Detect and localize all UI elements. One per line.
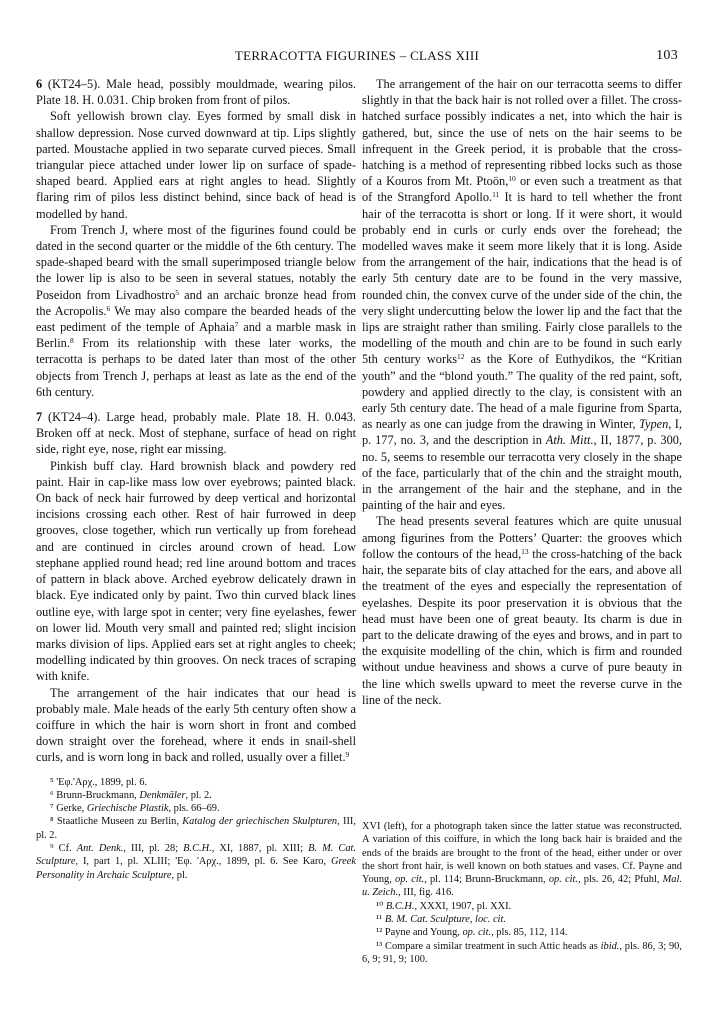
- running-title: TERRACOTTA FIGURINES – CLASS XIII: [234, 48, 480, 63]
- page-number: 103: [656, 48, 678, 63]
- footnote-5: ⁵ 'Εφ.'Αρχ., 1899, pl. 6.: [50, 776, 148, 788]
- footnote-ref-5: 5: [175, 287, 179, 297]
- catalog-entry-6: 6 (KT24–5). Male head, possibly mouldmade, wearing pilos. Plate 18. H. 0.031. Chip broken from front of pilos.: [36, 77, 356, 108]
- running-header: [36, 48, 678, 66]
- paragraph-description-6: Soft yellowish brown clay. Eyes formed by small disk in shallow depression. Nose curved downward at tip. Lips slightly parted. Moustache applied in two separate curved pieces. Small triangular piece attached under lower lip on surface of spade-shaped beard. Applied ears at right angles to head. Slightly flaring rim of pilos less distinct behind, since back of head is modelled by hand.: [36, 109, 356, 221]
- footnotes-left: [36, 776, 356, 882]
- catalog-entry-7: 7 (KT24–4). Large head, probably male. Plate 18. H. 0.043. Broken off at neck. Most of stephane, surface of head on right side, right eye, nose, right ear missing.: [36, 410, 356, 457]
- footnote-ref-12: 12: [457, 352, 465, 362]
- footnote-ref-7: 7: [234, 320, 239, 330]
- footnote-10: ¹⁰ B.C.H., XXXI, 1907, pl. XXI.: [376, 900, 512, 912]
- paragraph-comparison: The arrangement of the hair on our terracotta seems to differ slightly in that the back hair is not rolled over a fillet. The cross-hatched surface possibly indicates a net, into which the hair is gathered, but, since the use of nets on the hair seems to be infrequent in the Greek period, it is probable that the cross-hatching is a method of representing ribbed locks such as those of a Kouros from Mt. Ptoön,$^{10}$ or even such a treatment as that of the Strangford Apollo.$^{11}$ It is hard to tell whether the front hair of the terracotta is short or long. If it were short, it would probably end in curls or curly ends over the forehead; the modelled waves make it seem more likely that it is long. Aside from the arrangement of the hair, indications that the head is of early 5th century date are to be found in the very massive, rounded chin, the convex curve of the under side of the chin, the very slight undercutting below the lower lip and the fact that the lips are straight rather than smiling. Fairly close parallels to the modelling of the mouth and chin are to be found in such early 5th century works$^{12}$ as the Kore of Euthydikos, the “Kritian youth” and the “blond youth.” The quality of the red paint, soft, powdery and applied directly to the clay, is consistent with an early 5th century date. The head of a male figurine from Sparta, as nearly as one can judge from the drawing in Winter, Typen, I, p. 177, no. 3, and the description in Ath. Mitt., II, 1877, p. 300, no. 5, seems to resemble our terracotta very closely in the shape of the face, particularly that of the chin and the straight mouth, in the arrangement of the hair and the stephane, and in the painting of the hair and eyes.: [362, 77, 682, 513]
- footnotes-right: [362, 820, 682, 966]
- footnote-12: ¹² Payne and Young, op. cit., pls. 85, 112, 114.: [376, 927, 568, 939]
- paragraph-features: The head presents several features which are quite unusual among figurines from the Potters’ Quarter: the grooves which follow the contours of the head,$^{13}$ the cross-hatching of the back hair, the separate bits of clay attached for the ears, and above all the treatment of the eyes and especially the representation of eyelashes. Despite its poor preservation it is obvious that the head must have been one of great beauty. Its charm is due in part to the delicate drawing of the eyes and brows, and in part to the exquisite modelling of the chin, which is firm and rounded without undue heaviness and shows a curve of pure beauty in the line which swells upward to meet the reverse curve in the line of the neck.: [362, 514, 682, 707]
- entry-number: 6: [36, 77, 43, 91]
- footnote-6: ⁶ Brunn-Bruckmann, Denkmäler, pl. 2.: [50, 789, 212, 801]
- footnote-ref-6: 6: [106, 303, 111, 313]
- footnote-ref-13: 13: [521, 546, 529, 556]
- right-column: [362, 76, 682, 708]
- left-column: [36, 76, 356, 882]
- footnote-13: ¹³ Compare a similar treatment in such Attic heads as ibid., pls. 86, 3; 90, 6, 9; 91, 9; 100.: [362, 940, 682, 965]
- footnote-11: ¹¹ B. M. Cat. Sculpture, loc. cit.: [376, 914, 506, 926]
- paragraph-hair-7: The arrangement of the hair indicates that our head is probably male. Male heads of the early 5th century often show a coiffure in which the hair is worn short in front and combed down straight over the forehead, where it ends in snail-shell curls, and is worn long in back and rolled, usually over a fillet.$^9$: [36, 685, 356, 765]
- entry-number: 7: [36, 410, 43, 425]
- paragraph-description-7: Pinkish buff clay. Hard brownish black and powdery red paint. Hair in cap-like mass low over eyebrows; painted black. On back of neck hair furrowed by deep vertical and horizontal incisions crossing each other. Rest of hair furrowed in deep grooves, close together, which run vertically up from forehead and are continued in circles around crown of head. Low stephane applied round head; red line around bottom and traces of pattern in black above. Arched eyebrow delicately drawn in black. Eye indicated only by paint. Two thin curved black lines outline eye, with large spot in center; very fine eyelashes, fewer on lower lid. Mouth very small and painted red; slight incision marks division of lips. Applied ears set at right angles to cheek; modelling indicated by thin grooves. On neck traces of scraping with knife.: [36, 458, 356, 684]
- footnote-ref-11: 11: [492, 190, 500, 200]
- footnote-ref-9: 9: [345, 750, 350, 760]
- footnote-9-continued: XVI (left), for a photograph taken since the latter statue was reconstructed. A variation of this coiffure, in which the long back hair is braided and the ends of the braids are brought to the front of the head, either under or over the short front hair, is well known on both statues and vases. Cf. Payne and Young, op. cit., pl. 114; Brunn-Bruckmann, op. cit., pls. 26, 42; Pfuhl, Mal. u. Zeich., III, fig. 416.: [362, 821, 682, 899]
- paragraph-dating-6: From Trench J, where most of the figurines found could be dated in the second quarter or the middle of the 6th century. The spade-shaped beard with the small superimposed triangle below the lower lip is also to be seen in several statues, notably the Poseidon from Livadhostro$^5$ and an archaic bronze head from the Acropolis.$^6$ We may also compare the bearded heads of the east pediment of the temple of Aphaia$^7$ and a marble mask in Berlin.$^8$ From its relationship with these later works, the terracotta is perhaps to be dated later than most of the other objects from Trench J, perhaps at least as late as the end of the 6th century.: [36, 222, 356, 399]
- footnote-ref-10: 10: [508, 174, 516, 184]
- footnote-ref-8: 8: [69, 336, 74, 346]
- footnote-9: ⁹ Cf. Ant. Denk., III, pl. 28; B.C.H., XI, 1887, pl. XIII; B. M. Cat. Sculpture, I, part 1, pl. XLIII; 'Εφ. 'Αρχ., 1899, pl. 6. See Karo, Greek Personality in Archaic Sculpture, pl.: [36, 843, 356, 881]
- footnote-8: ⁸ Staatliche Museen zu Berlin, Katalog der griechischen Skulpturen, III, pl. 2.: [36, 816, 356, 841]
- footnote-7: ⁷ Gerke, Griechische Plastik, pls. 66–69.: [50, 803, 220, 815]
